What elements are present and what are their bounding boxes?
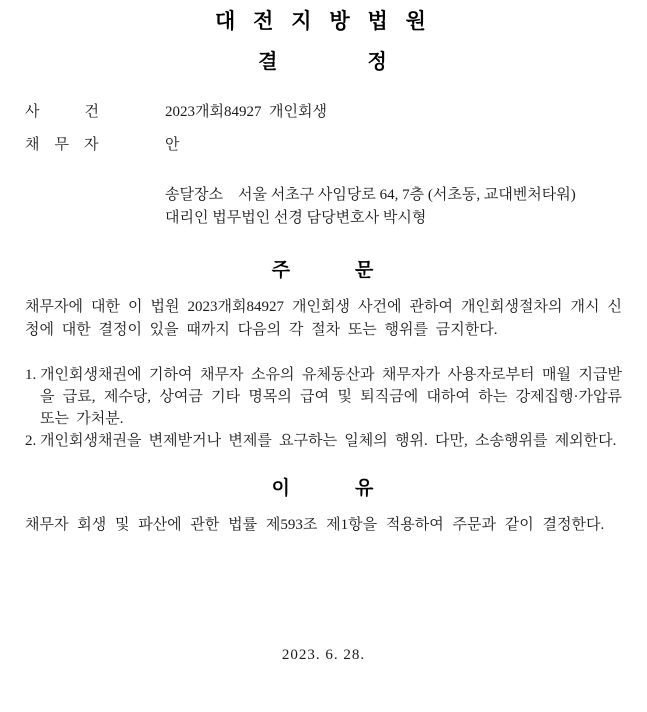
debtor-label: 채 무 자 xyxy=(25,137,99,153)
reason-section-heading: 이 유 xyxy=(271,478,376,499)
order-list xyxy=(25,364,622,452)
service-address-line: 송달장소 서울 서초구 사임당로 64, 7층 (서초동, 교대벤처타워) xyxy=(165,187,576,203)
list-item-number: 1. xyxy=(25,367,37,383)
case-number-label: 사 건 xyxy=(25,104,99,120)
order-section-heading: 주 문 xyxy=(271,260,376,281)
attorney-line: 대리인 법무법인 선경 담당변호사 박시형 xyxy=(165,210,427,226)
debtor-row xyxy=(25,137,622,154)
order-paragraph: 채무자에 대한 이 법원 2023개회84927 개인회생 사건에 관하여 개인회생절차의 개시 신청에 대한 결정이 있을 때까지 다음의 각 절차 또는 행위를 금지한다. xyxy=(25,299,622,338)
list-item-text: 개인회생채권에 기하여 채무자 소유의 유체동산과 채무자가 사용자로부터 매월 지급받을 급료, 제수당, 상여금 기타 명목의 급여 및 퇴직금에 대하여 하는 강제집행·가압류 또는 가처분. xyxy=(40,367,622,427)
list-item-number: 2. xyxy=(25,433,37,449)
address-block xyxy=(165,184,622,230)
debtor-name-value: 안 xyxy=(165,137,180,153)
list-item xyxy=(25,430,622,452)
document-title: 결 정 xyxy=(258,51,389,73)
case-info-section xyxy=(25,104,622,230)
case-number-row xyxy=(25,104,622,121)
list-item-text: 개인회생채권을 변제받거나 변제를 요구하는 일체의 행위. 다만, 소송행위를 제외한다. xyxy=(40,433,617,449)
decision-date: 2023. 6. 28. xyxy=(281,647,366,663)
court-name-heading: 대 전 지 방 법 원 xyxy=(215,10,432,33)
reason-paragraph: 채무자 회생 및 파산에 관한 법률 제593조 제1항을 적용하여 주문과 같이 결정한다. xyxy=(25,517,605,533)
case-number-value: 2023개회84927 개인회생 xyxy=(165,104,327,120)
list-item xyxy=(25,364,622,430)
